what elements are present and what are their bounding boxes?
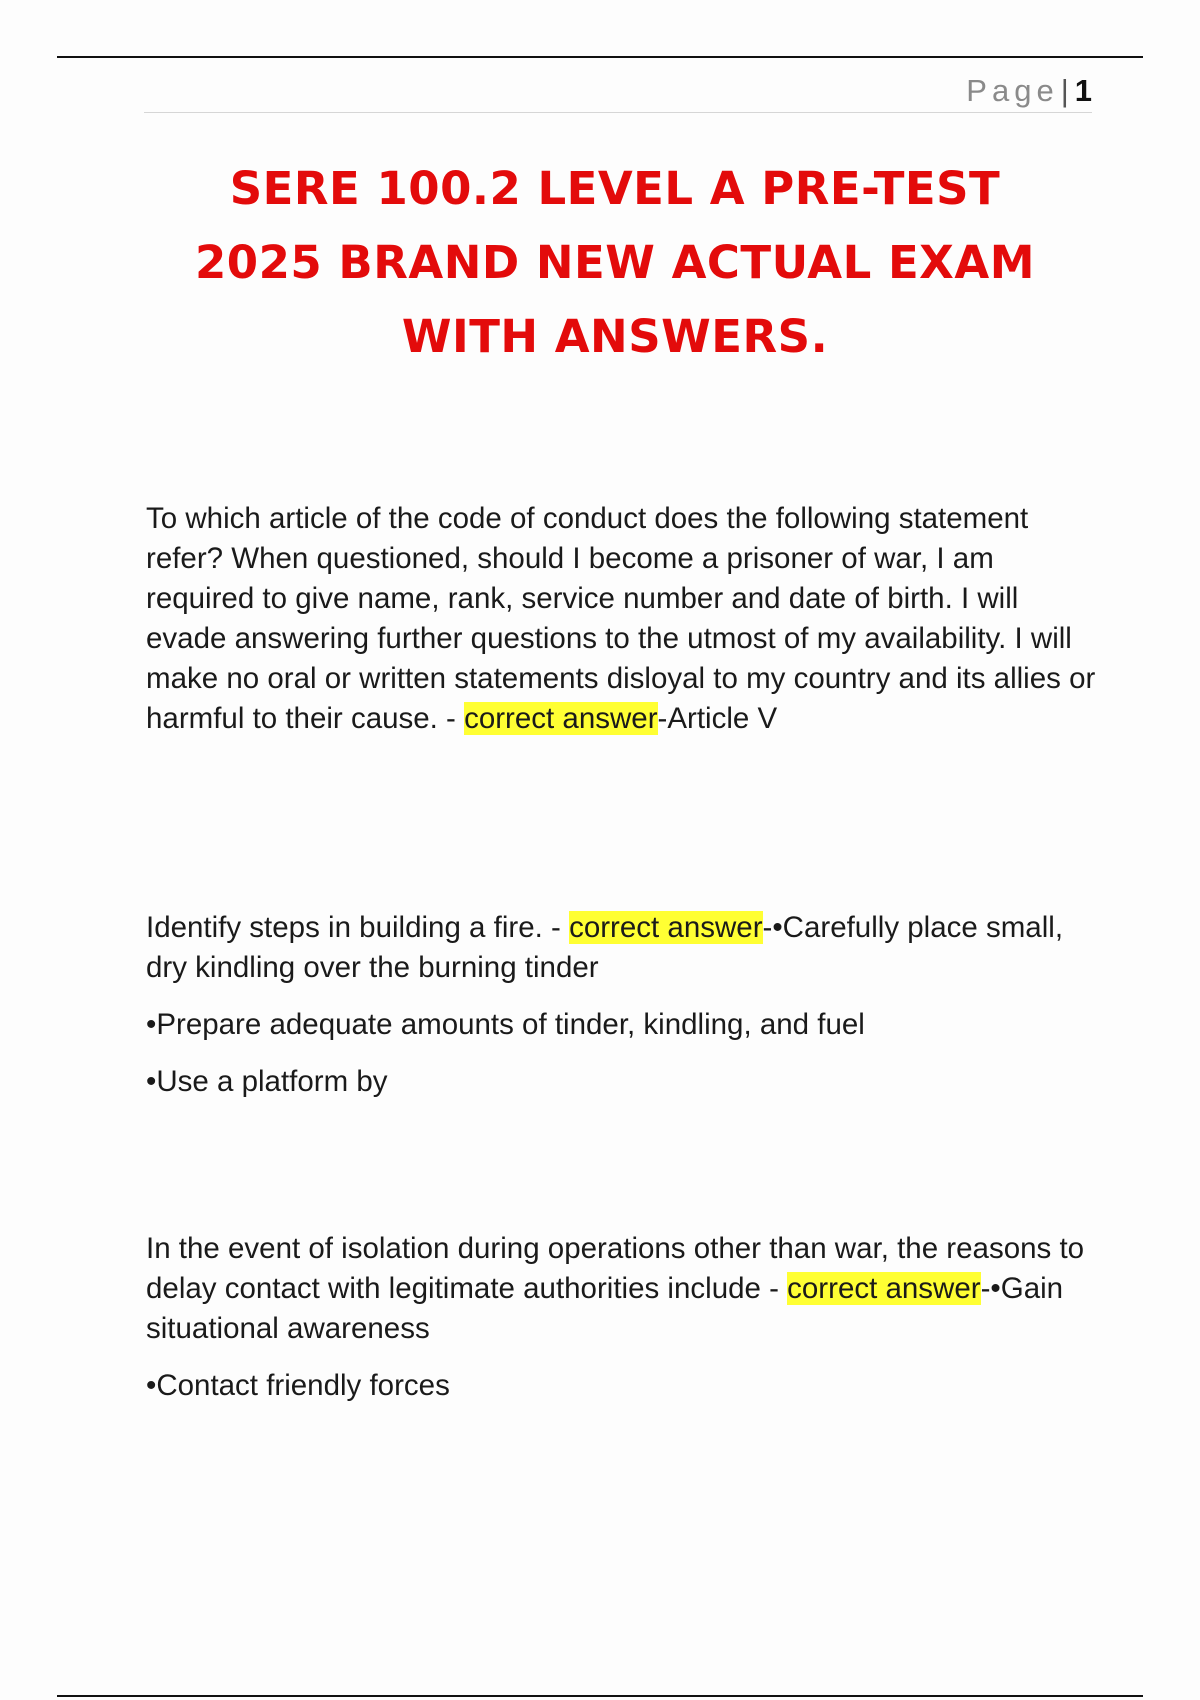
page-separator: | (1060, 73, 1069, 108)
page-header (144, 72, 1092, 113)
correct-answer-highlight: correct answer (787, 1272, 981, 1305)
title-line-1: SERE 100.2 LEVEL A PRE-TEST (229, 162, 1001, 215)
question-text (146, 908, 1096, 988)
question-text (146, 1229, 1096, 1349)
page-label: Page (966, 73, 1059, 108)
answer-bullet: •Prepare adequate amounts of tinder, kindling, and fuel (146, 1008, 865, 1041)
question-block (146, 908, 1096, 1102)
answer-bullet: •Contact friendly forces (146, 1369, 450, 1402)
bottom-rule (57, 1695, 1143, 1697)
answer-text: -•Gain situational awareness (146, 1272, 1064, 1345)
question-text (146, 499, 1096, 739)
question-block (146, 1229, 1096, 1406)
title-line-3: WITH ANSWERS. (401, 310, 829, 363)
question-prompt: Identify steps in building a fire. - (146, 911, 570, 944)
answer-text: -Article V (657, 702, 778, 735)
page-number: 1 (1074, 73, 1092, 108)
title-line-2: 2025 BRAND NEW ACTUAL EXAM (195, 236, 1035, 289)
question-block (146, 499, 1096, 739)
correct-answer-highlight: correct answer (569, 911, 763, 944)
question-prompt: In the event of isolation during operations other than war, the reasons to delay contact with legitimate authorities include - (146, 1232, 1085, 1305)
answer-bullet: •Use a platform by (146, 1065, 388, 1098)
document-title (140, 152, 1090, 374)
answer-text: -•Carefully place small, dry kindling over the burning tinder (146, 911, 1064, 984)
correct-answer-highlight: correct answer (464, 702, 658, 735)
question-prompt: To which article of the code of conduct does the following statement refer? When questioned, should I become a prisoner of war, I am required to give name, rank, service number and date of birth. I will evade answering further questions to the utmost of my availability. I will make no oral or written statements disloyal to my country and its allies or harmful to their cause. - (146, 502, 1096, 735)
top-rule (57, 56, 1143, 58)
